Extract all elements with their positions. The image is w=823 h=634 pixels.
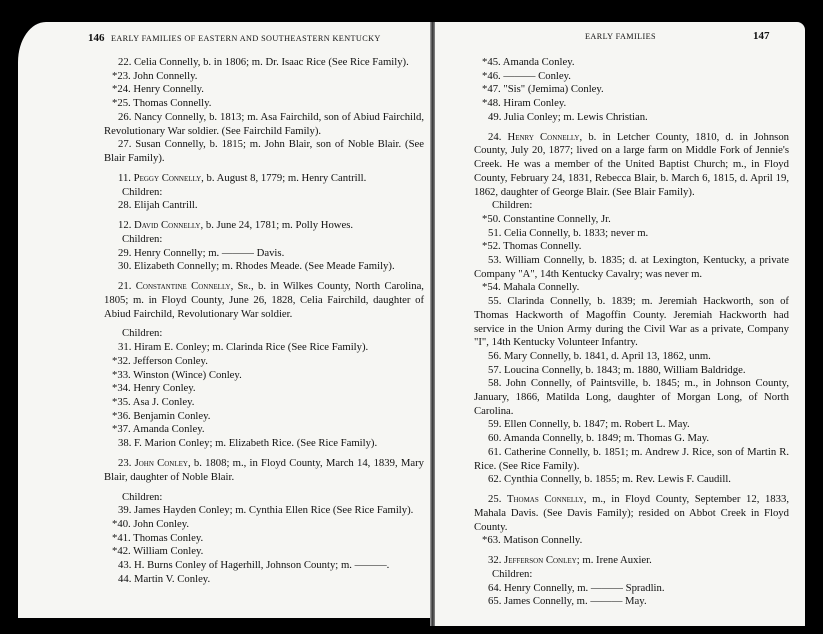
genealogy-entry: *40. John Conley. — [112, 517, 190, 530]
genealogy-entry: 39. James Hayden Conley; m. Cynthia Ellen Rice (See Rice Family). — [118, 504, 414, 517]
genealogy-entry: *25. Thomas Connelly. — [112, 97, 212, 110]
running-head-left — [88, 32, 381, 44]
genealogy-entry: 26. Nancy Connelly, b. 1813; m. Asa Fairchild, son of Abiud Fairchild, Revolutionary War soldier. (See Fairchild Family). — [104, 110, 424, 137]
genealogy-entry: 62. Cynthia Connelly, b. 1855; m. Rev. Lewis F. Caudill. — [488, 473, 731, 486]
running-head-title-left: EARLY FAMILIES OF EASTERN AND SOUTHEASTERN KENTUCKY — [110, 34, 381, 43]
family-head-text: m. Irene Auxier. — [582, 554, 652, 567]
genealogy-entry: 58. John Connelly, of Paintsville, b. 1845; m., in Johnson County, January, 1866, Matilda Long, daughter of Morgan Long, of North Carolina. — [474, 377, 789, 417]
genealogy-entry: *47. "Sis" (Jemima) Conley. — [482, 83, 604, 96]
genealogy-entry: 64. Henry Connelly, m. ——— Spradlin. — [488, 581, 665, 594]
genealogy-entry: 49. Julia Conley; m. Lewis Christian. — [488, 110, 648, 123]
genealogy-entry: *36. Benjamin Conley. — [112, 409, 211, 422]
children-label: Children: — [122, 185, 163, 198]
family-head-name: Jefferson Conley; — [504, 554, 580, 567]
genealogy-entry: *33. Winston (Wince) Conley. — [112, 368, 242, 381]
genealogy-entry: *54. Mahala Connelly. — [482, 281, 580, 294]
genealogy-entry: 51. Celia Connelly, b. 1833; never m. — [488, 226, 649, 239]
genealogy-entry: *42. William Conley. — [112, 545, 204, 558]
family-head-number: 24. — [488, 130, 502, 143]
genealogy-entry: 29. Henry Connelly; m. ——— Davis. — [118, 246, 285, 259]
family-head-name: Peggy Connelly, — [133, 171, 204, 184]
family-head-paragraph — [474, 554, 789, 568]
genealogy-entry: 59. Ellen Connelly, b. 1847; m. Robert L. May. — [488, 418, 690, 431]
genealogy-entry: *41. Thomas Conley. — [112, 531, 204, 544]
family-head-paragraph — [104, 172, 424, 186]
family-head-name: Constantine Connelly, Sr., — [135, 280, 254, 293]
genealogy-entry: 55. Clarinda Connelly, b. 1839; m. Jeremiah Hackworth, son of Thomas Hackworth of Magoffin County. Jeremiah Hackworth had service in the Union Army during the Civil War as a private, Company "I", 14th Kentucky Volunteer Infantry. — [474, 295, 789, 349]
family-head-text: b. June 24, 1781; m. Polly Howes. — [205, 219, 354, 232]
genealogy-entry: 43. H. Burns Conley of Hagerhill, Johnson County; m. ———. — [118, 559, 390, 572]
genealogy-entry: 61. Catherine Connelly, b. 1851; m. Andrew J. Rice, son of Martin R. Rice. (See Rice Family). — [474, 445, 789, 472]
family-head-text: b. in Wilkes County, North Carolina, 1805; m. in Floyd County, June 26, 1828, Celia Fairchild, daughter of Abiud Fairchild, Revolutionary War soldier. — [104, 280, 424, 320]
family-head-name: John Conley, — [134, 456, 191, 469]
family-head-paragraph — [474, 131, 789, 200]
family-head-text: b. 1808; m., in Floyd County, March 14, 1839, Mary Blair, daughter of Noble Blair. — [104, 456, 424, 483]
genealogy-entry: 60. Amanda Connelly, b. 1849; m. Thomas G. May. — [488, 432, 710, 445]
children-label: Children: — [122, 490, 163, 503]
genealogy-entry: *24. Henry Connelly. — [112, 83, 204, 96]
family-head-paragraph — [104, 219, 424, 233]
genealogy-entry: *52. Thomas Connelly. — [482, 240, 582, 253]
family-head-number: 12. — [118, 219, 132, 232]
family-head-name: Thomas Connelly, — [506, 493, 587, 506]
family-head-text: b. in Letcher County, 1810, d. in Johnson County, July 20, 1877; lived on a large farm on Middle Fork of Jennie's Creek. He was a member of the United Baptist Church; m., in Floyd County, February 24, 1831, Rebecca Blair, b. March 6, 1815, d. April 19, 1862, daughter of George Blair. (See Blair Family). — [474, 130, 790, 198]
genealogy-entry: *45. Amanda Conley. — [482, 56, 575, 68]
family-head-paragraph — [104, 457, 424, 484]
genealogy-entry: *23. John Connelly. — [112, 69, 198, 82]
genealogy-entry: 44. Martin V. Conley. — [118, 572, 211, 585]
genealogy-entry: *37. Amanda Conley. — [112, 423, 205, 436]
genealogy-entry: 28. Elijah Cantrill. — [118, 199, 198, 212]
family-head-number: 11. — [118, 171, 131, 184]
genealogy-entry: 38. F. Marion Conley; m. Elizabeth Rice. (See Rice Family). — [118, 437, 378, 450]
children-label: Children: — [492, 567, 533, 580]
genealogy-entry: *63. Matison Connelly. — [482, 534, 583, 547]
genealogy-entry: 22. Celia Connelly, b. in 1806; m. Dr. Isaac Rice (See Rice Family). — [118, 56, 409, 68]
genealogy-entry: *34. Henry Conley. — [112, 382, 196, 395]
right-page — [435, 22, 805, 626]
genealogy-entry: *50. Constantine Connelly, Jr. — [482, 212, 611, 225]
genealogy-entry: 56. Mary Connelly, b. 1841, d. April 13, 1862, unm. — [488, 349, 711, 362]
family-head-text: m., in Floyd County, September 12, 1833, Mahala Davis. (See Davis Family); resided on Abbot Creek in Floyd County. — [474, 493, 789, 533]
genealogy-entry: 30. Elizabeth Connelly; m. Rhodes Meade. (See Meade Family). — [118, 260, 395, 273]
left-text-column — [104, 56, 424, 586]
family-head-number: 23. — [118, 456, 132, 469]
genealogy-entry: *35. Asa J. Conley. — [112, 395, 195, 408]
family-head-number: 32. — [488, 554, 502, 567]
genealogy-entry: 57. Loucina Connelly, b. 1843; m. 1880, William Baldridge. — [488, 363, 746, 376]
page-number-right: 147 — [753, 30, 770, 42]
right-text-column — [474, 56, 789, 609]
genealogy-entry: *32. Jefferson Conley. — [112, 354, 208, 367]
family-head-paragraph — [104, 280, 424, 321]
family-head-name: David Connelly, — [134, 219, 204, 232]
genealogy-entry: *46. ——— Conley. — [482, 69, 571, 82]
family-head-name: Henry Connelly, — [507, 130, 583, 143]
children-label: Children: — [122, 327, 163, 340]
running-head-title-right: EARLY FAMILIES — [585, 32, 656, 41]
children-label: Children: — [122, 232, 163, 245]
genealogy-entry: 31. Hiram E. Conley; m. Clarinda Rice (See Rice Family). — [118, 341, 369, 354]
genealogy-entry: *48. Hiram Conley. — [482, 97, 567, 110]
page-number-left: 146 — [88, 32, 105, 44]
family-head-paragraph — [474, 493, 789, 534]
left-page — [18, 22, 430, 618]
children-label: Children: — [492, 199, 533, 212]
family-head-number: 21. — [118, 280, 132, 293]
genealogy-entry: 65. James Connelly, m. ——— May. — [488, 595, 647, 608]
genealogy-entry: 53. William Connelly, b. 1835; d. at Lexington, Kentucky, a private Company "A", 14th Kentucky Cavalry; was never m. — [474, 254, 789, 280]
family-head-text: b. August 8, 1779; m. Henry Cantrill. — [206, 171, 367, 184]
family-head-number: 25. — [488, 493, 502, 506]
genealogy-entry: 27. Susan Connelly, b. 1815; m. John Blair, son of Noble Blair. (See Blair Family). — [104, 138, 424, 164]
